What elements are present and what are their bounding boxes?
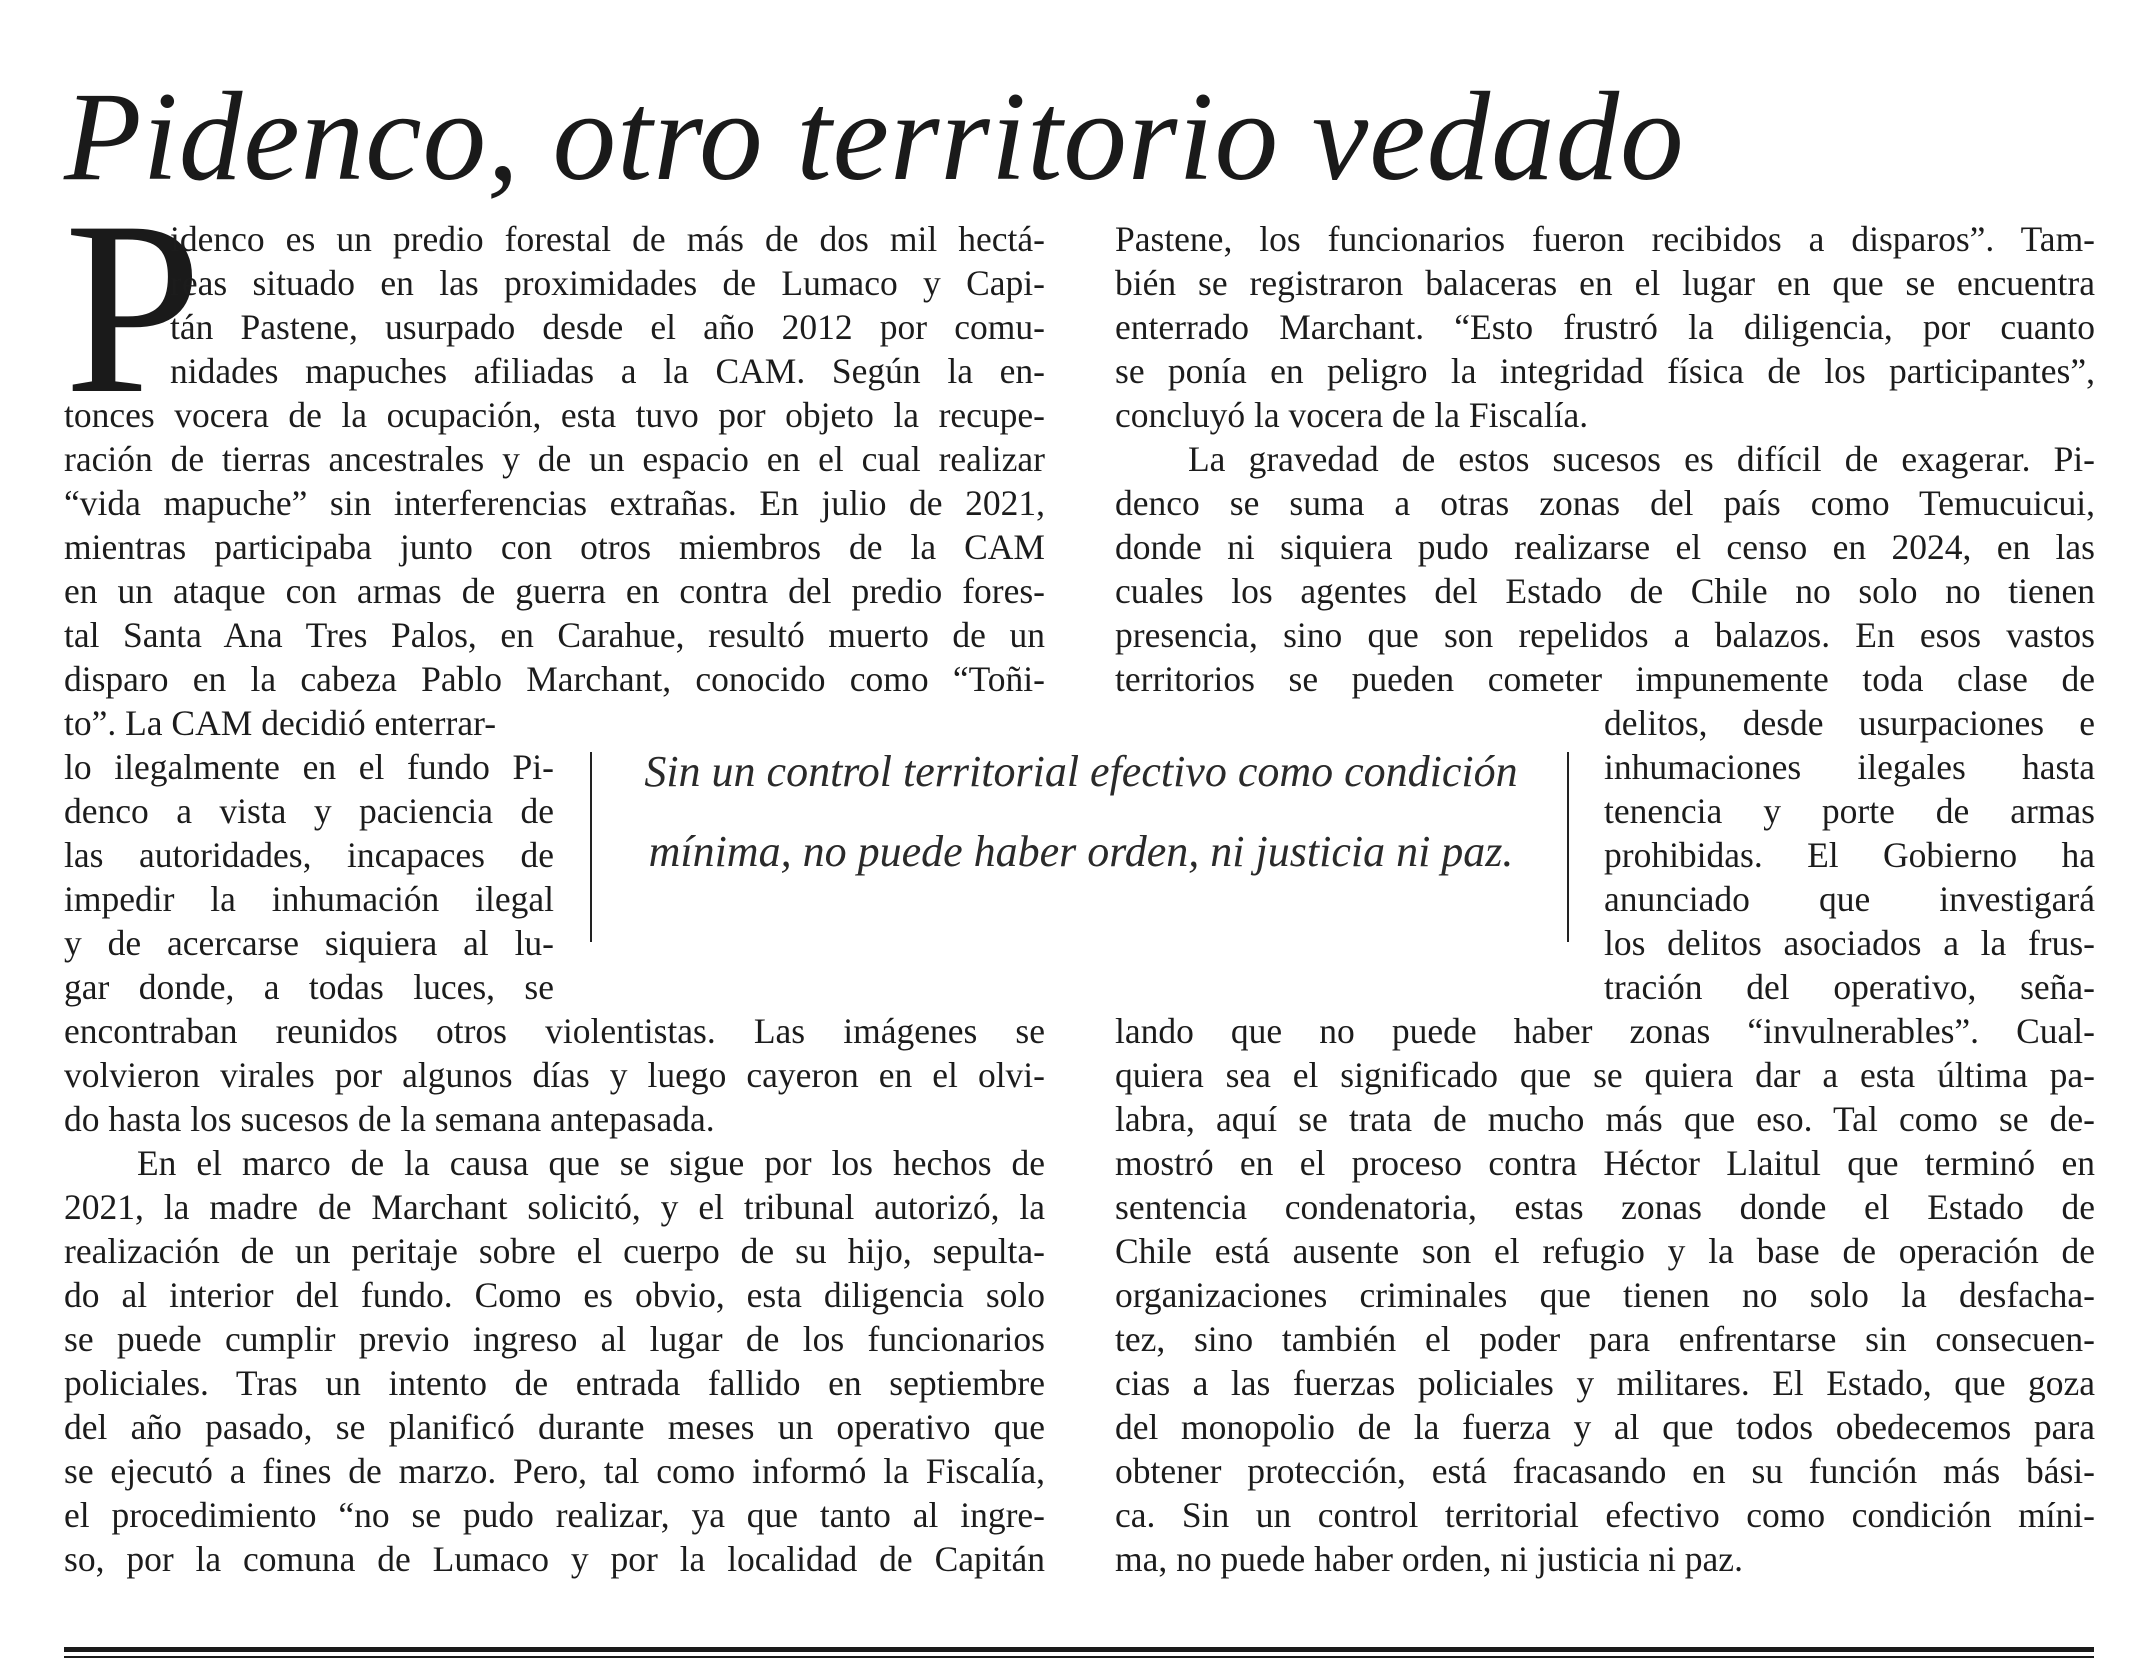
- left-column-line: gar donde, a todas luces, se: [64, 967, 554, 1007]
- right-column-line: enterrado Marchant. “Esto frustró la diligencia, por cuanto: [1115, 307, 2095, 347]
- drop-cap: P: [64, 170, 202, 445]
- left-column-line: realización de un peritaje sobre el cuerpo de su hijo, sepulta-: [64, 1231, 1045, 1271]
- left-column-line: “vida mapuche” sin interferencias extrañas. En julio de 2021,: [64, 483, 1045, 523]
- left-column-line: tal Santa Ana Tres Palos, en Carahue, resultó muerto de un: [64, 615, 1045, 655]
- right-column-line: anunciado que investigará: [1604, 879, 2095, 919]
- right-column-line: cuales los agentes del Estado de Chile no solo no tienen: [1115, 571, 2095, 611]
- left-column-line: tonces vocera de la ocupación, esta tuvo por objeto la recupe-: [64, 395, 1045, 435]
- left-column-line: el procedimiento “no se pudo realizar, ya que tanto al ingre-: [64, 1495, 1045, 1535]
- left-column-line: reas situado en las proximidades de Lumaco y Capi-: [170, 263, 1045, 303]
- right-column-line: ca. Sin un control territorial efectivo como condición míni-: [1115, 1495, 2095, 1535]
- right-column-line: Pastene, los funcionarios fueron recibidos a disparos”. Tam-: [1115, 219, 2095, 259]
- left-column-line: 2021, la madre de Marchant solicitó, y el tribunal autorizó, la: [64, 1187, 1045, 1227]
- left-column-line: ración de tierras ancestrales y de un espacio en el cual realizar: [64, 439, 1045, 479]
- left-column-line: disparo en la cabeza Pablo Marchant, conocido como “Toñi-: [64, 659, 1045, 699]
- right-column-line: tenencia y porte de armas: [1604, 791, 2095, 831]
- left-column-line: policiales. Tras un intento de entrada fallido en septiembre: [64, 1363, 1045, 1403]
- left-column-line: En el marco de la causa que se sigue por los hechos de: [137, 1143, 1045, 1183]
- right-column-line: concluyó la vocera de la Fiscalía.: [1115, 395, 1589, 435]
- left-column-line: del año pasado, se planificó durante meses un operativo que: [64, 1407, 1045, 1447]
- left-column-line: lo ilegalmente en el fundo Pi-: [64, 747, 554, 787]
- left-column-line: se puede cumplir previo ingreso al lugar de los funcionarios: [64, 1319, 1045, 1359]
- right-column-line: los delitos asociados a la frus-: [1604, 923, 2095, 963]
- left-column-line: mientras participaba junto con otros miembros de la CAM: [64, 527, 1045, 567]
- left-column-line: to”. La CAM decidió enterrar-: [64, 703, 497, 743]
- right-column-line: quiera sea el significado que se quiera dar a esta última pa-: [1115, 1055, 2095, 1095]
- left-column-line: impedir la inhumación ilegal: [64, 879, 554, 919]
- right-column-line: denco se suma a otras zonas del país como Temucuicui,: [1115, 483, 2095, 523]
- right-column-line: ma, no puede haber orden, ni justicia ni paz.: [1115, 1539, 1743, 1579]
- right-column-line: organizaciones criminales que tienen no solo la desfacha-: [1115, 1275, 2095, 1315]
- right-column-line: donde ni siquiera pudo realizarse el censo en 2024, en las: [1115, 527, 2095, 567]
- left-column-line: las autoridades, incapaces de: [64, 835, 554, 875]
- right-column-line: territorios se pueden cometer impunemente toda clase de: [1115, 659, 2095, 699]
- right-column-line: sentencia condenatoria, estas zonas donde el Estado de: [1115, 1187, 2095, 1227]
- right-column-line: prohibidas. El Gobierno ha: [1604, 835, 2095, 875]
- footer-rule-thick: [64, 1647, 2094, 1652]
- left-column-line: volvieron virales por algunos días y luego cayeron en el olvi-: [64, 1055, 1045, 1095]
- pull-quote: Sin un control territorial efectivo como condición mínima, no puede haber orden, ni justicia ni paz.: [644, 747, 1518, 876]
- right-column-line: se ponía en peligro la integridad física de los participantes”,: [1115, 351, 2095, 391]
- pull-quote-right-rule: [1567, 752, 1569, 942]
- right-column-line: labra, aquí se trata de mucho más que eso. Tal como se de-: [1115, 1099, 2095, 1139]
- left-column-line: nidades mapuches afiliadas a la CAM. Según la en-: [170, 351, 1045, 391]
- article-headline: Pidenco, otro territorio vedado: [64, 67, 1685, 207]
- left-column-line: so, por la comuna de Lumaco y por la localidad de Capitán: [64, 1539, 1045, 1579]
- left-column-line: tán Pastene, usurpado desde el año 2012 por comu-: [170, 307, 1045, 347]
- left-column-line: encontraban reunidos otros violentistas. Las imágenes se: [64, 1011, 1045, 1051]
- left-column-line: do hasta los sucesos de la semana antepasada.: [64, 1099, 715, 1139]
- left-column-line: se ejecutó a fines de marzo. Pero, tal como informó la Fiscalía,: [64, 1451, 1045, 1491]
- right-column-line: presencia, sino que son repelidos a balazos. En esos vastos: [1115, 615, 2095, 655]
- right-column-line: delitos, desde usurpaciones e: [1604, 703, 2095, 743]
- left-column-line: denco a vista y paciencia de: [64, 791, 554, 831]
- footer-rule-thin: [64, 1656, 2094, 1658]
- left-column-line: do al interior del fundo. Como es obvio, esta diligencia solo: [64, 1275, 1045, 1315]
- right-column-line: inhumaciones ilegales hasta: [1604, 747, 2095, 787]
- right-column-line: tez, sino también el poder para enfrentarse sin consecuen-: [1115, 1319, 2095, 1359]
- right-column-line: La gravedad de estos sucesos es difícil de exagerar. Pi-: [1188, 439, 2095, 479]
- right-column-line: lando que no puede haber zonas “invulnerables”. Cual-: [1115, 1011, 2095, 1051]
- left-column-line: idenco es un predio forestal de más de dos mil hectá-: [170, 219, 1045, 259]
- right-column-line: tración del operativo, seña-: [1604, 967, 2095, 1007]
- left-column-line: en un ataque con armas de guerra en contra del predio fores-: [64, 571, 1045, 611]
- left-column-line: y de acercarse siquiera al lu-: [64, 923, 554, 963]
- right-column-line: mostró en el proceso contra Héctor Llaitul que terminó en: [1115, 1143, 2095, 1183]
- right-column-line: obtener protección, está fracasando en su función más bási-: [1115, 1451, 2095, 1491]
- right-column-line: Chile está ausente son el refugio y la base de operación de: [1115, 1231, 2095, 1271]
- right-column-line: del monopolio de la fuerza y al que todos obedecemos para: [1115, 1407, 2095, 1447]
- right-column-line: cias a las fuerzas policiales y militares. El Estado, que goza: [1115, 1363, 2095, 1403]
- right-column-line: bién se registraron balaceras en el lugar en que se encuentra: [1115, 263, 2095, 303]
